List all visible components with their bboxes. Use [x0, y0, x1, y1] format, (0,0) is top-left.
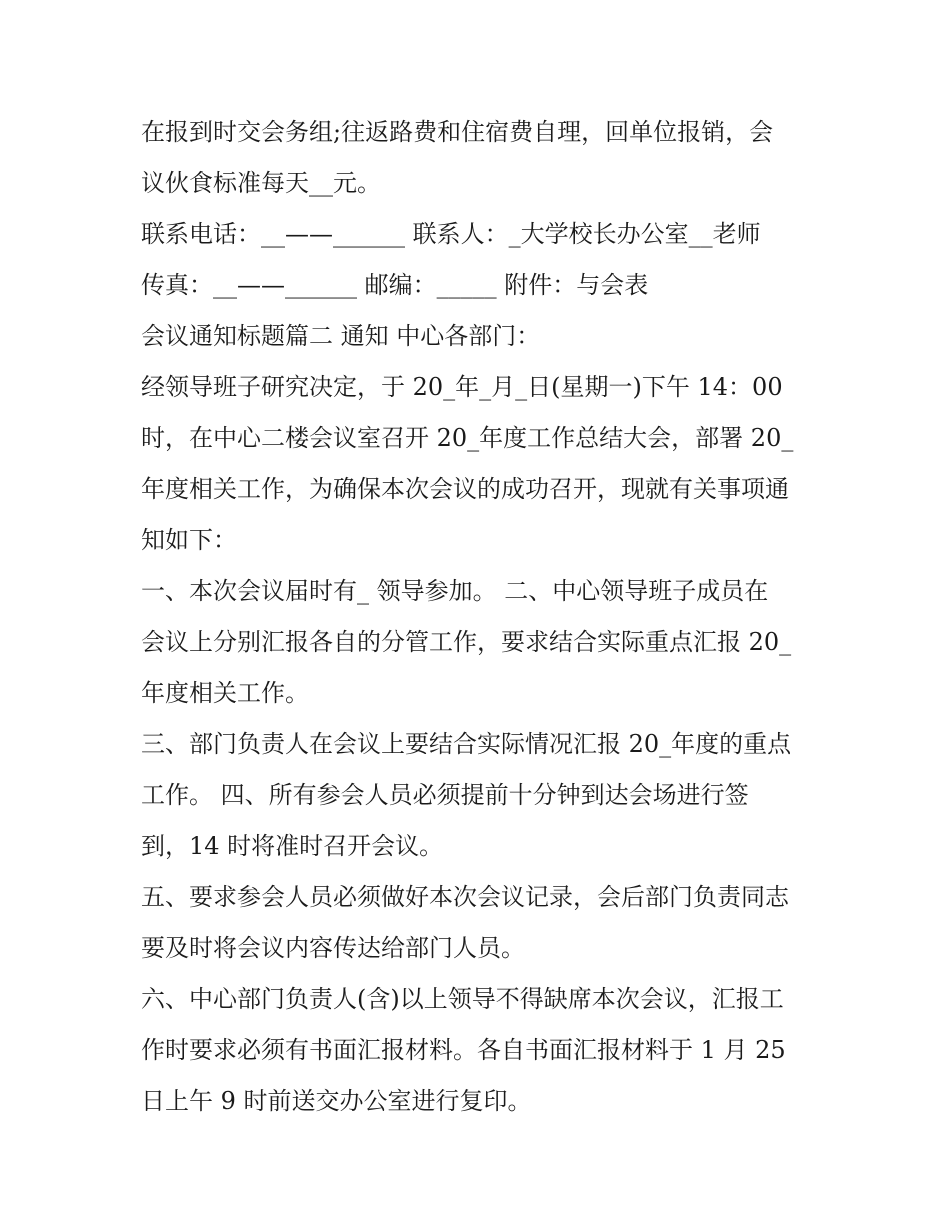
- text-line: 经领导班子研究决定，于 20_年_月_日(星期一)下午 14：00: [141, 373, 783, 401]
- text-line: 作时要求必须有书面汇报材料。各自书面汇报材料于 1 月 25: [141, 1036, 786, 1064]
- document-body: [141, 107, 821, 1127]
- text-line: 时，在中心二楼会议室召开 20_年度工作总结大会，部署 20_: [141, 424, 794, 452]
- text-line: 议伙食标准每天__元。: [141, 169, 381, 197]
- text-line: 一、本次会议届时有_ 领导参加。 二、中心领导班子成员在: [141, 577, 769, 605]
- text-line: 日上午 9 时前送交办公室进行复印。: [141, 1087, 532, 1115]
- text-line: 要及时将会议内容传达给部门人员。: [141, 934, 525, 962]
- text-line: 三、部门负责人在会议上要结合实际情况汇报 20_年度的重点: [141, 730, 792, 758]
- text-line: 年度相关工作，为确保本次会议的成功召开，现就有关事项通: [141, 475, 789, 503]
- text-line: 传真：__——______ 邮编：_____ 附件：与会表: [141, 271, 649, 299]
- section-heading: 会议通知标题篇二 通知 中心各部门：: [141, 322, 541, 350]
- text-line: 到，14 时将准时召开会议。: [141, 832, 444, 860]
- text-line: 五、要求参会人员必须做好本次会议记录，会后部门负责同志: [141, 883, 789, 911]
- text-line: 工作。 四、所有参会人员必须提前十分钟到达会场进行签: [141, 781, 749, 809]
- text-line: 年度相关工作。: [141, 679, 309, 707]
- text-line: 联系电话：__——______ 联系人：_大学校长办公室__老师: [141, 220, 761, 248]
- text-line: 知如下：: [141, 526, 237, 554]
- text-line: 会议上分别汇报各自的分管工作，要求结合实际重点汇报 20_: [141, 628, 792, 656]
- text-line: 在报到时交会务组;往返路费和住宿费自理，回单位报销，会: [141, 118, 774, 146]
- text-line: 六、中心部门负责人(含)以上领导不得缺席本次会议，汇报工: [141, 985, 784, 1013]
